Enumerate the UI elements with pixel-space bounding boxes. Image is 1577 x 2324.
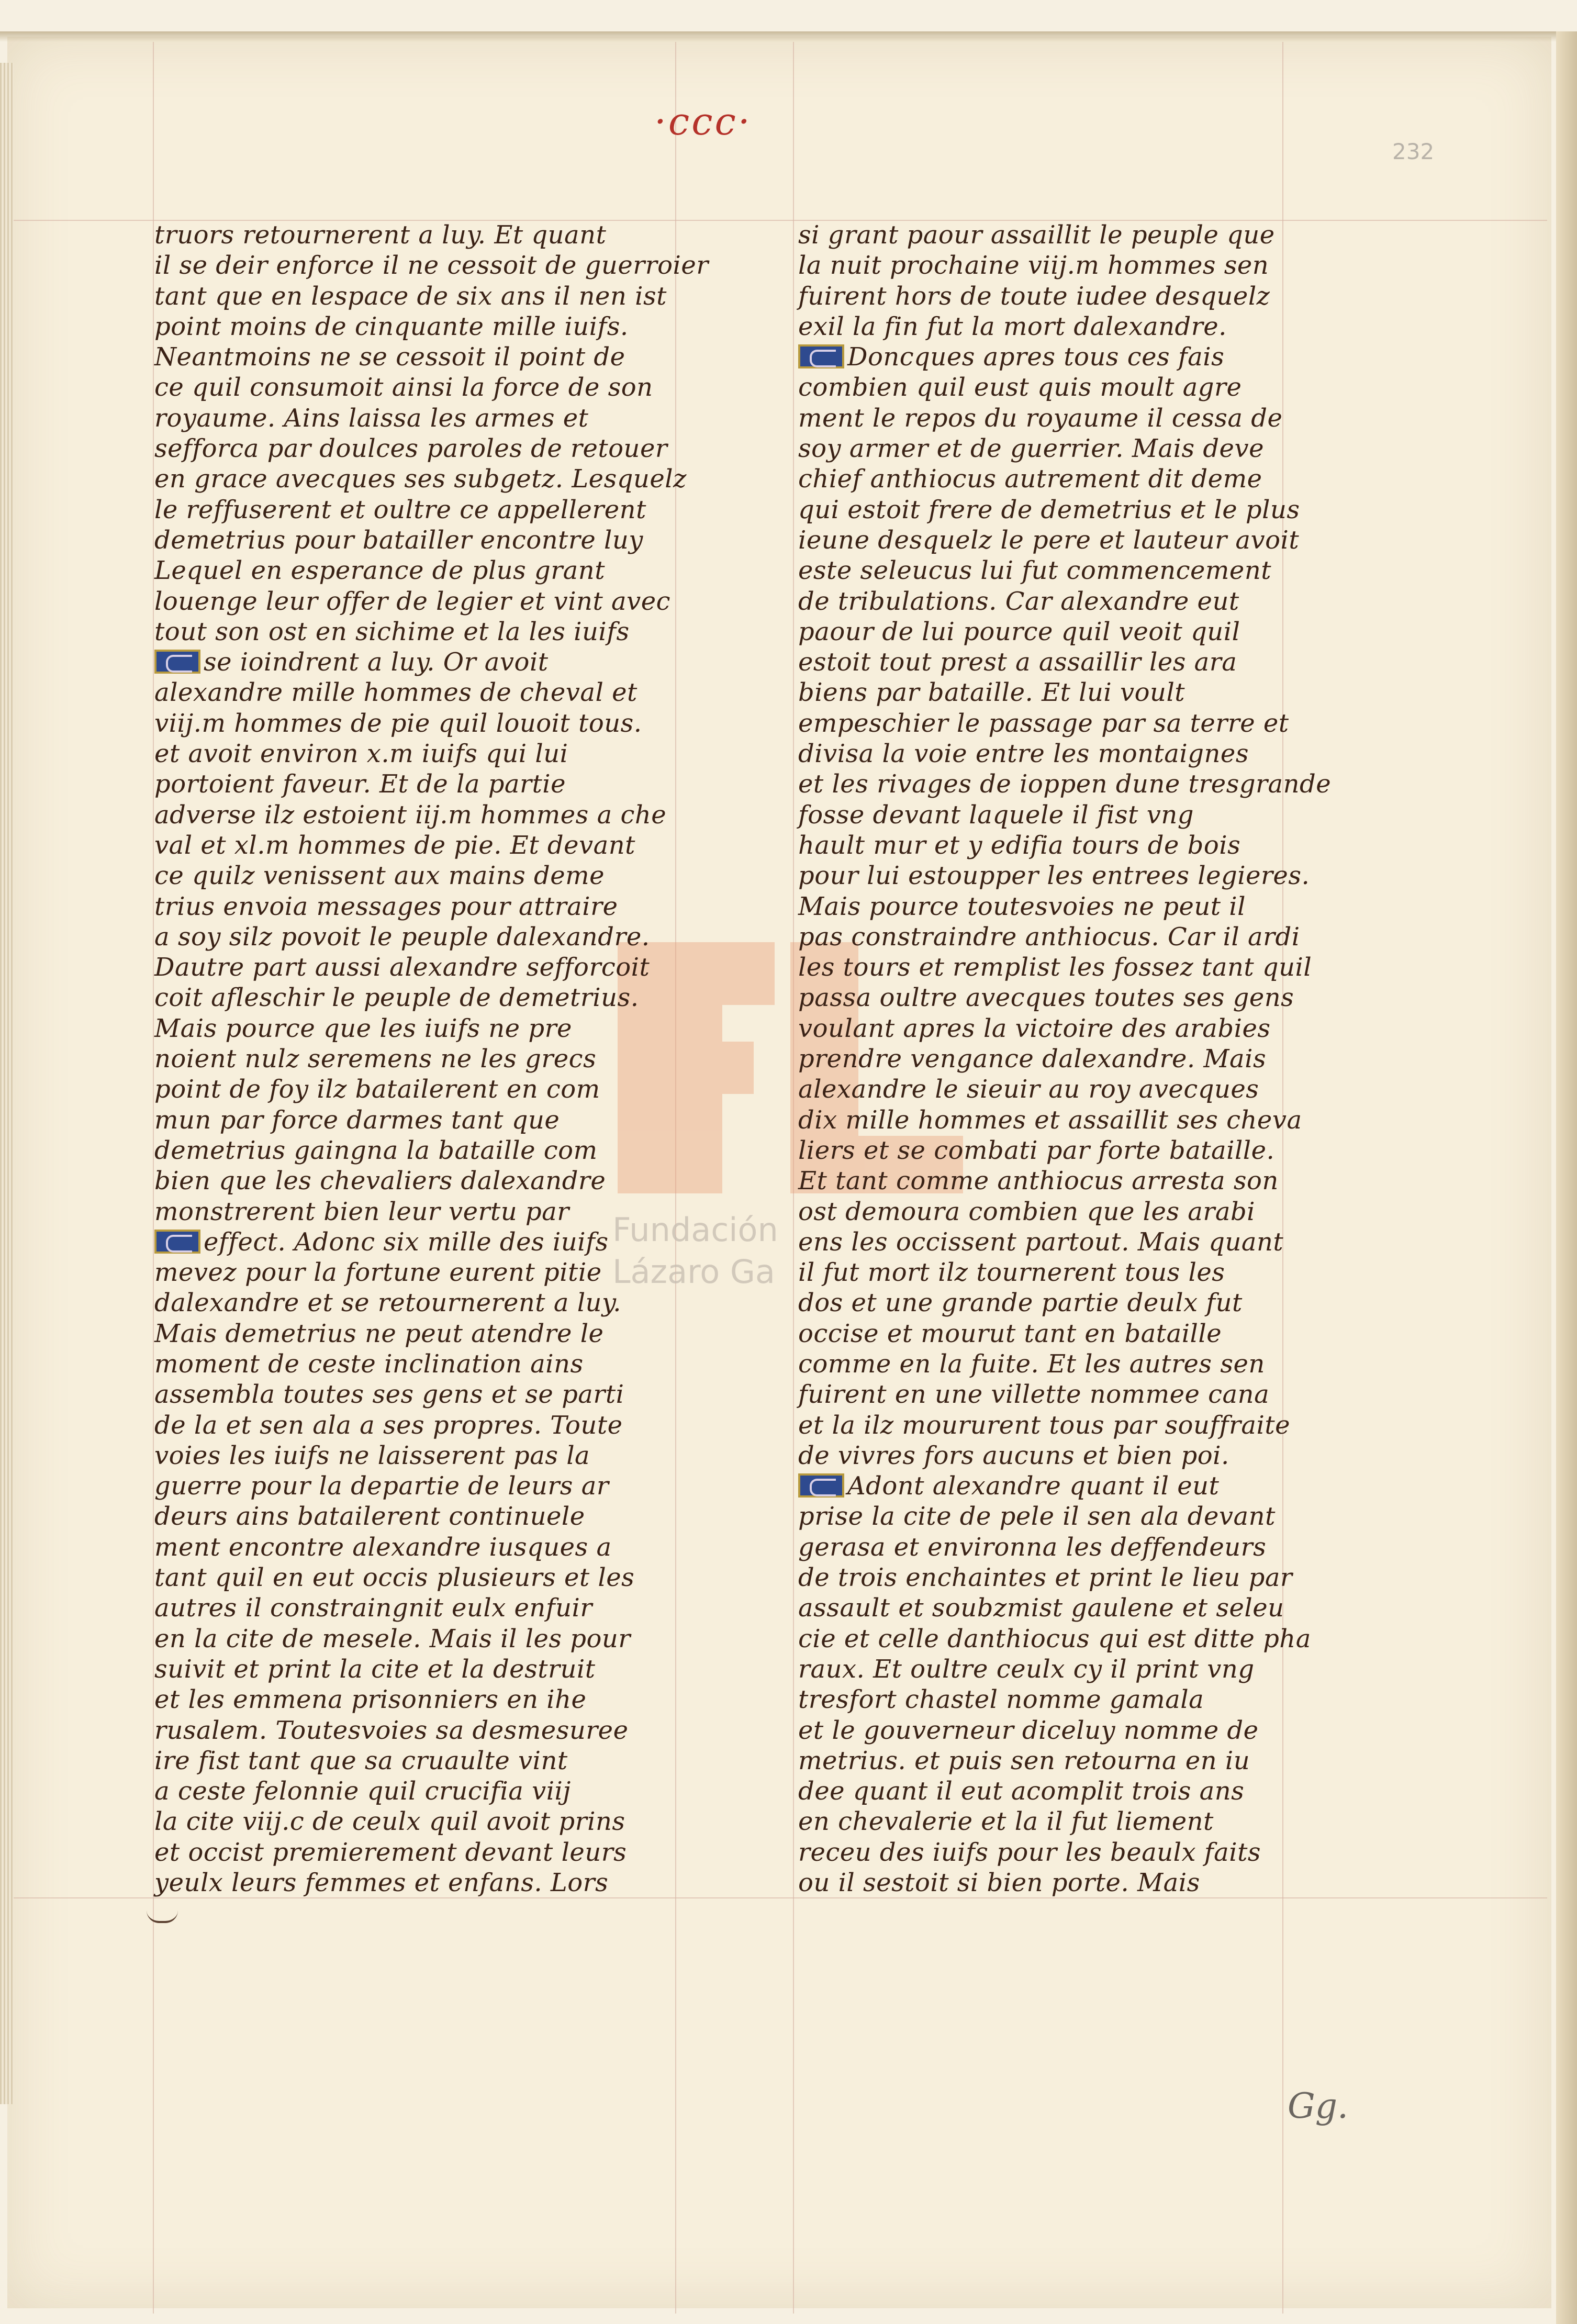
text-line <box>798 1288 1332 1318</box>
text-line-content: ou il sestoit si bien porte. Mais <box>798 1868 1200 1898</box>
text-line-content: point de foy ilz batailerent en com <box>154 1075 600 1104</box>
text-line <box>798 1715 1332 1746</box>
text-line-content: alexandre le sieuir au roy avecques <box>798 1075 1259 1104</box>
text-line-content: qui estoit frere de demetrius et le plus <box>798 495 1300 524</box>
text-line-content: dee quant il eut acomplit trois ans <box>798 1776 1245 1806</box>
text-line-content: en la cite de mesele. Mais il les pour <box>154 1624 631 1653</box>
text-line-content: suivit et print la cite et la destruit <box>154 1654 596 1684</box>
text-line-content: mevez pour la fortune eurent pitie <box>154 1258 602 1288</box>
text-line <box>154 555 688 586</box>
text-line-content: demetrius gaingna la bataille com <box>154 1135 598 1165</box>
text-line <box>798 1257 1332 1288</box>
text-line <box>798 830 1332 861</box>
text-line <box>154 1105 688 1135</box>
text-line <box>154 1471 688 1501</box>
text-line-content: hault mur et y edifia tours de bois <box>798 830 1241 860</box>
text-line-content: sefforca par doulces paroles de retouer <box>154 434 668 464</box>
text-line-content: chief anthiocus autrement dit deme <box>798 464 1262 494</box>
text-line-content: pour lui estoupper les entrees legieres. <box>798 861 1310 891</box>
text-line-content: se ioindrent a luy. Or avoit <box>204 647 549 677</box>
text-line-content: receu des iuifs pour les beaulx faits <box>798 1837 1261 1867</box>
text-line-content: ost demoura combien que les arabi <box>798 1197 1256 1226</box>
text-line <box>798 1684 1332 1715</box>
text-line <box>154 1227 688 1257</box>
text-line <box>154 1349 688 1379</box>
text-line <box>798 1776 1332 1806</box>
text-line <box>154 433 688 464</box>
text-line <box>798 220 1332 250</box>
text-line <box>154 372 688 403</box>
text-line <box>798 800 1332 830</box>
text-line-content: ens les occissent partout. Mais quant <box>798 1227 1284 1257</box>
text-line <box>154 1166 688 1196</box>
text-line <box>798 739 1332 769</box>
text-line <box>798 1624 1332 1654</box>
text-line-content: yeulx leurs femmes et enfans. Lors <box>154 1868 609 1898</box>
text-line <box>798 769 1332 799</box>
text-line <box>798 1013 1332 1044</box>
text-line <box>798 1593 1332 1623</box>
text-line <box>154 922 688 952</box>
text-line-content: dix mille hommes et assaillit ses cheva <box>798 1105 1302 1135</box>
text-line <box>154 1410 688 1440</box>
text-line <box>798 1135 1332 1166</box>
text-line <box>798 1471 1332 1501</box>
text-line-content: Mais pource toutesvoies ne peut il <box>798 891 1246 921</box>
text-line <box>798 1166 1332 1196</box>
text-line <box>798 1868 1332 1898</box>
text-line-content: de la et sen ala a ses propres. Toute <box>154 1410 623 1440</box>
text-line <box>154 1837 688 1868</box>
text-line-content: il se deir enforce il ne cessoit de guerroier <box>154 251 709 281</box>
text-line-content: pas constraindre anthiocus. Car il ardi <box>798 922 1300 952</box>
text-line-content: assault et soubzmist gaulene et seleu <box>798 1593 1284 1623</box>
text-line <box>798 464 1332 494</box>
text-line <box>154 311 688 342</box>
text-line-content: assembla toutes ses gens et se parti <box>154 1380 624 1410</box>
text-line <box>154 830 688 861</box>
gutter-page-edges <box>0 63 14 2104</box>
text-line <box>154 1562 688 1593</box>
text-line <box>798 586 1332 617</box>
text-line-content: fuirent en une villette nommee cana <box>798 1380 1270 1410</box>
text-line <box>154 647 688 677</box>
text-line <box>154 861 688 891</box>
text-line-content: tant que en lespace de six ans il nen ist <box>154 281 667 311</box>
text-line-content: estoit tout prest a assaillir les ara <box>798 647 1237 677</box>
text-line <box>798 555 1332 586</box>
text-line <box>154 1288 688 1318</box>
text-line <box>798 1197 1332 1227</box>
text-line-content: Lequel en esperance de plus grant <box>154 556 605 586</box>
text-line-content: ire fist tant que sa cruaulte vint <box>154 1746 568 1775</box>
text-line <box>798 281 1332 311</box>
watermark-text-line: Fundación <box>612 1211 778 1249</box>
text-line-content: a ceste felonnie quil crucifia viij <box>154 1776 571 1806</box>
illuminated-initial-icon <box>154 650 200 674</box>
text-line <box>798 1532 1332 1562</box>
text-line <box>154 1624 688 1654</box>
text-line-content: et les rivages de ioppen dune tresgrande <box>798 769 1332 799</box>
text-line <box>154 1501 688 1532</box>
text-line-content: de tribulations. Car alexandre eut <box>798 586 1239 616</box>
text-line-content: fuirent hors de toute iudee desquelz <box>798 281 1270 311</box>
text-line-content: et le gouverneur diceluy nomme de <box>798 1715 1259 1745</box>
text-line <box>154 739 688 769</box>
text-line <box>798 1074 1332 1104</box>
text-line <box>798 1440 1332 1471</box>
text-line <box>798 1379 1332 1410</box>
text-line <box>798 495 1332 525</box>
text-line-content: point moins de cinquante mille iuifs. <box>154 311 629 341</box>
text-line <box>798 311 1332 342</box>
text-line <box>798 952 1332 982</box>
text-line <box>154 1135 688 1166</box>
text-line <box>798 1319 1332 1349</box>
text-line-content: Mais pource que les iuifs ne pre <box>154 1013 572 1043</box>
text-line <box>798 617 1332 647</box>
text-line <box>798 372 1332 403</box>
text-line-content: ment encontre alexandre iusques a <box>154 1532 612 1562</box>
text-line-content: royaume. Ains laissa les armes et <box>154 403 589 433</box>
text-line-content: empeschier le passage par sa terre et <box>798 708 1289 738</box>
text-line <box>154 1593 688 1623</box>
text-line <box>154 281 688 311</box>
text-line-content: a soy silz povoit le peuple dalexandre. <box>154 922 650 952</box>
text-line-content: divisa la voie entre les montaignes <box>798 739 1249 769</box>
text-line <box>154 1197 688 1227</box>
text-line <box>154 342 688 372</box>
text-line-content: adverse ilz estoient iij.m hommes a che <box>154 800 667 830</box>
text-line <box>154 1532 688 1562</box>
text-line <box>154 617 688 647</box>
text-line-content: demetrius pour batailler encontre luy <box>154 525 643 555</box>
illuminated-initial-icon <box>798 344 844 368</box>
text-line-content: et la ilz moururent tous par souffraite <box>798 1410 1291 1440</box>
text-line-content: combien quil eust quis moult agre <box>798 373 1242 403</box>
text-line-content: ce quil consumoit ainsi la force de son <box>154 373 653 403</box>
text-line-content: tout son ost en sichime et la les iuifs <box>154 617 630 646</box>
text-line-content: de trois enchaintes et print le lieu par <box>798 1563 1293 1593</box>
text-line-content: louenge leur offer de legier et vint avec <box>154 586 671 616</box>
text-line-content: et les emmena prisonniers en ihe <box>154 1685 587 1715</box>
text-line <box>154 403 688 433</box>
text-line <box>154 769 688 799</box>
text-line <box>154 220 688 250</box>
text-line-content: viij.m hommes de pie quil louoit tous. <box>154 708 642 738</box>
text-line <box>798 1746 1332 1776</box>
illuminated-initial-icon <box>798 1473 844 1498</box>
text-line-content: moment de ceste inclination ains <box>154 1349 584 1379</box>
text-line <box>798 708 1332 739</box>
text-line <box>154 952 688 982</box>
text-line-content: portoient faveur. Et de la partie <box>154 769 566 799</box>
text-line <box>798 677 1332 708</box>
text-line <box>798 1044 1332 1074</box>
text-line-content: Dautre part aussi alexandre sefforcoit <box>154 953 650 982</box>
text-line <box>154 982 688 1013</box>
text-line <box>798 647 1332 677</box>
text-line-content: alexandre mille hommes de cheval et <box>154 678 637 708</box>
text-line-content: exil la fin fut la mort dalexandre. <box>798 311 1227 341</box>
ruling-line <box>153 42 154 2314</box>
text-line <box>154 1257 688 1288</box>
text-line <box>154 1684 688 1715</box>
text-line-content: et occist premierement devant leurs <box>154 1837 627 1867</box>
text-line-content: la nuit prochaine viij.m hommes sen <box>798 251 1269 281</box>
text-line <box>154 1806 688 1837</box>
text-line-content: biens par bataille. Et lui voult <box>798 678 1185 708</box>
text-line-content: raux. Et oultre ceulx cy il print vng <box>798 1654 1255 1684</box>
text-line <box>798 1105 1332 1135</box>
text-line <box>798 891 1332 922</box>
text-line <box>154 708 688 739</box>
text-line-content: val et xl.m hommes de pie. Et devant <box>154 830 635 860</box>
illuminated-initial-icon <box>154 1230 200 1254</box>
text-line-content: comme en la fuite. Et les autres sen <box>798 1349 1265 1379</box>
text-line-content: soy armer et de guerrier. Mais deve <box>798 434 1264 464</box>
text-line <box>154 1379 688 1410</box>
text-line-content: trius envoia messages pour attraire <box>154 891 618 921</box>
text-line <box>154 1776 688 1806</box>
text-line <box>154 1868 688 1898</box>
text-line <box>154 800 688 830</box>
text-line-content: de vivres fors aucuns et bien poi. <box>798 1440 1229 1470</box>
text-line <box>154 495 688 525</box>
text-line-content: dos et une grande partie deulx fut <box>798 1288 1243 1318</box>
text-line <box>798 1562 1332 1593</box>
text-line-content: tresfort chastel nomme gamala <box>798 1685 1204 1715</box>
text-line-content: Neantmoins ne se cessoit il point de <box>154 342 625 372</box>
page-number: 232 <box>1392 139 1435 164</box>
text-line-content: gerasa et environna les deffendeurs <box>798 1532 1267 1562</box>
text-line <box>154 891 688 922</box>
text-line <box>798 1837 1332 1868</box>
text-line-content: rusalem. Toutesvoies sa desmesuree <box>154 1715 629 1745</box>
text-line <box>154 1715 688 1746</box>
text-line <box>798 1227 1332 1257</box>
text-line <box>798 1349 1332 1379</box>
text-line <box>154 586 688 617</box>
text-line <box>798 433 1332 464</box>
text-line <box>154 464 688 494</box>
text-line-content: occise et mourut tant en bataille <box>798 1319 1222 1348</box>
text-line <box>798 982 1332 1013</box>
text-line-content: Mais demetrius ne peut atendre le <box>154 1319 604 1348</box>
text-line-content: passa oultre avecques toutes ses gens <box>798 983 1294 1013</box>
text-line-content: dalexandre et se retournerent a luy. <box>154 1288 621 1318</box>
text-line-content: prendre vengance dalexandre. Mais <box>798 1044 1267 1074</box>
text-line <box>798 250 1332 281</box>
text-line-content: paour de lui pource quil veoit quil <box>798 617 1240 646</box>
text-line <box>154 1044 688 1074</box>
text-line-content: coit afleschir le peuple de demetrius. <box>154 983 639 1013</box>
text-line-content: autres il constraingnit eulx enfuir <box>154 1593 592 1623</box>
text-line <box>798 342 1332 372</box>
text-line-content: en grace avecques ses subgetz. Lesquelz <box>154 464 687 494</box>
text-line-content: truors retournerent a luy. Et quant <box>154 220 607 250</box>
right-page-edge <box>1556 31 1577 2324</box>
text-line-content: guerre pour la departie de leurs ar <box>154 1471 609 1501</box>
text-line <box>154 1654 688 1684</box>
text-line-content: este seleucus lui fut commencement <box>798 556 1272 586</box>
text-line-content: deurs ains batailerent continuele <box>154 1502 585 1532</box>
text-line <box>154 1013 688 1044</box>
text-line-content: metrius. et puis sen retourna en iu <box>798 1746 1250 1775</box>
text-line-content: Et tant comme anthiocus arresta son <box>798 1166 1279 1196</box>
text-line <box>798 922 1332 952</box>
text-line <box>798 1501 1332 1532</box>
text-line <box>154 1746 688 1776</box>
text-line <box>154 1074 688 1104</box>
text-line-content: monstrerent bien leur vertu par <box>154 1197 569 1226</box>
text-line-content: ment le repos du royaume il cessa de <box>798 403 1283 433</box>
text-line <box>798 861 1332 891</box>
text-line <box>154 677 688 708</box>
text-line-content: si grant paour assaillit le peuple que <box>798 220 1275 250</box>
text-line-content: la cite viij.c de ceulx quil avoit prins <box>154 1807 625 1837</box>
text-line-content: mun par force darmes tant que <box>154 1105 560 1135</box>
text-line-content: et avoit environ x.m iuifs qui lui <box>154 739 568 769</box>
text-line-content: tant quil en eut occis plusieurs et les <box>154 1563 635 1593</box>
text-line-content: bien que les chevaliers dalexandre <box>154 1166 606 1196</box>
text-line-content: Adont alexandre quant il eut <box>847 1471 1220 1501</box>
text-line <box>798 525 1332 555</box>
text-line-content: ce quilz venissent aux mains deme <box>154 861 605 891</box>
text-line <box>154 1440 688 1471</box>
text-line-content: prise la cite de pele il sen ala devant <box>798 1502 1276 1532</box>
text-line-content: fosse devant laquele il fist vng <box>798 800 1194 830</box>
folio-mark: ·ccc· <box>654 99 752 143</box>
text-line-content: il fut mort ilz tournerent tous les <box>798 1258 1225 1288</box>
watermark-text-line: Lázaro Ga <box>612 1253 775 1291</box>
text-line <box>798 1410 1332 1440</box>
text-line-content: cie et celle danthiocus qui est ditte pha <box>798 1624 1311 1653</box>
text-line-content: noient nulz seremens ne les grecs <box>154 1044 597 1074</box>
text-column-right <box>798 220 1332 1898</box>
text-line-content: Doncques apres tous ces fais <box>847 342 1225 372</box>
text-line-content: les tours et remplist les fossez tant quil <box>798 953 1312 982</box>
text-line-content: en chevalerie et la il fut liement <box>798 1807 1214 1837</box>
text-line-content: effect. Adonc six mille des iuifs <box>204 1227 609 1257</box>
text-line <box>798 403 1332 433</box>
text-line-content: le reffuserent et oultre ce appellerent <box>154 495 646 524</box>
text-line-content: voulant apres la victoire des arabies <box>798 1013 1271 1043</box>
text-line <box>798 1806 1332 1837</box>
text-line <box>154 250 709 281</box>
top-edge-shadow <box>0 31 1577 42</box>
text-line-content: liers et se combati par forte bataille. <box>798 1135 1275 1165</box>
text-line <box>154 1319 688 1349</box>
text-line <box>154 525 688 555</box>
text-line <box>798 1654 1332 1684</box>
text-line-content: ieune desquelz le pere et lauteur avoit <box>798 525 1300 555</box>
quire-signature: Gg. <box>1288 2086 1348 2126</box>
text-line-content: voies les iuifs ne laisserent pas la <box>154 1440 590 1470</box>
